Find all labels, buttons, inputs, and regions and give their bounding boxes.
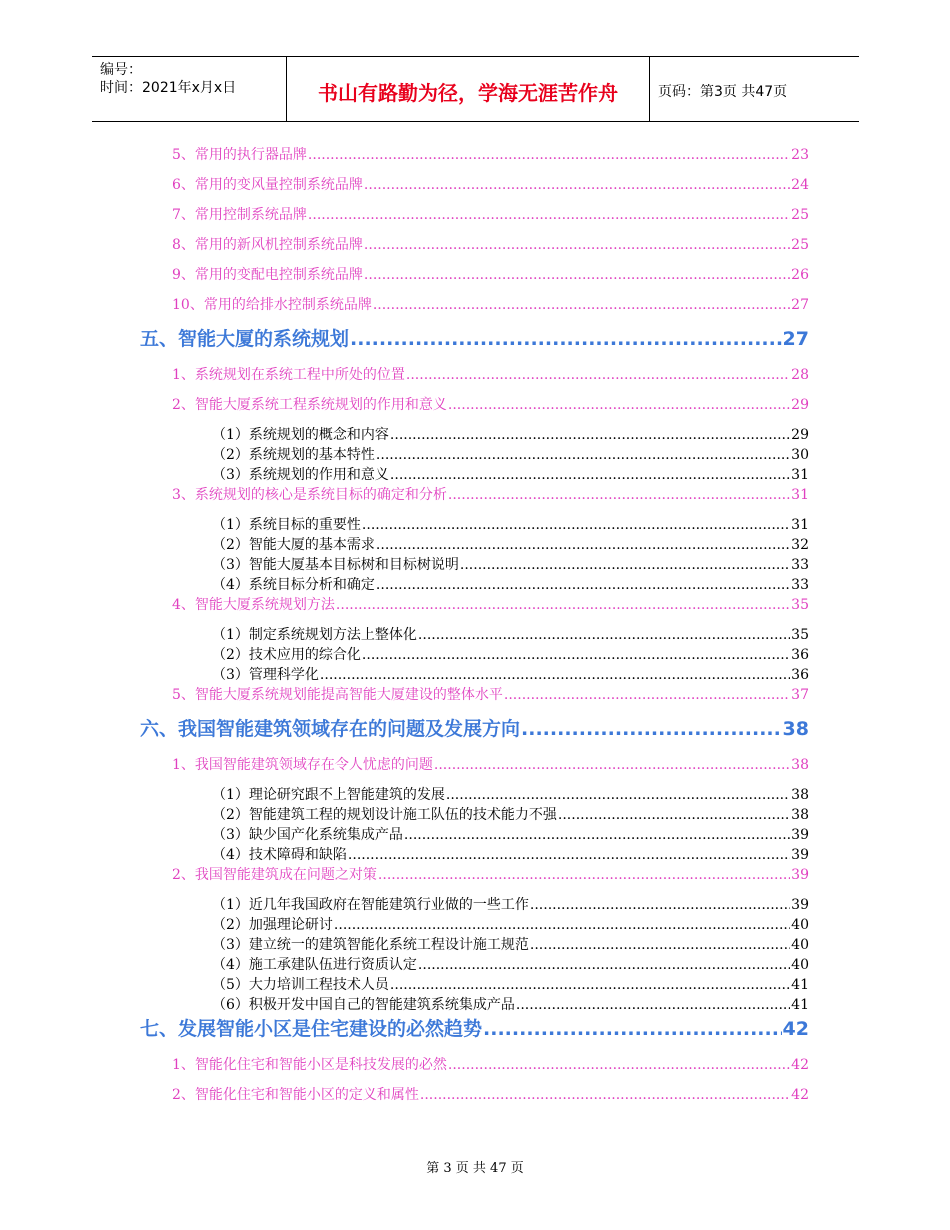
toc-subsection[interactable] [212,424,809,444]
toc-entry-title: （1）近几年我国政府在智能建筑行业做的一些工作 [212,897,529,913]
toc-subsection[interactable] [212,804,809,824]
toc-section[interactable] [172,264,809,284]
toc-entry-title: 1、系统规划在系统工程中所处的位置 [172,367,405,383]
toc-entry-title: 1、我国智能建筑领域存在令人忧虑的问题 [172,757,433,773]
toc-entry-page: 31 [791,517,809,533]
toc-section[interactable] [172,174,809,194]
toc-entry-page: 38 [791,807,809,823]
toc-dot-leader [376,537,790,553]
toc-subsection[interactable] [212,974,809,994]
toc-section[interactable] [172,1054,809,1074]
toc-entry-title: 六、我国智能建筑领域存在的问题及发展方向 [140,718,521,740]
toc-dot-leader [390,467,790,483]
toc-subsection[interactable] [212,514,809,534]
toc-entry-title: 2、智能大厦系统工程系统规划的作用和意义 [172,397,447,413]
toc-entry-title: （4）技术障碍和缺陷 [212,847,347,863]
toc-section[interactable] [172,144,809,164]
toc-subsection[interactable] [212,574,809,594]
header-time-label: 时间：2021年x月x日 [100,80,237,96]
toc-dot-leader [376,577,790,593]
toc-subsection[interactable] [212,994,809,1014]
toc-entry-page: 27 [782,328,809,350]
toc-dot-leader [448,1057,790,1073]
toc-entry-page: 39 [791,897,809,913]
toc-dot-leader [334,917,790,933]
toc-subsection[interactable] [212,844,809,864]
toc-entry-page: 42 [791,1057,809,1073]
toc-entry-title: 9、常用的变配电控制系统品牌 [172,267,363,283]
toc-dot-leader [336,597,790,613]
toc-subsection[interactable] [212,934,809,954]
toc-entry-title: 4、智能大厦系统规划方法 [172,597,335,613]
toc-entry-page: 35 [791,597,809,613]
toc-entry-title: 2、智能化住宅和智能小区的定义和属性 [172,1087,419,1103]
toc-entry-page: 42 [782,1018,809,1040]
toc-dot-leader [521,718,782,740]
toc-dot-leader [530,937,790,953]
toc-entry-title: 2、我国智能建筑成在问题之对策 [172,867,377,883]
toc-dot-leader [404,827,790,843]
toc-entry-title: （4）系统目标分析和确定 [212,577,375,593]
toc-dot-leader [364,237,790,253]
page-header [92,56,859,122]
toc-entry-page: 39 [791,827,809,843]
toc-dot-leader [378,867,790,883]
toc-entry-page: 28 [791,367,809,383]
toc-dot-leader [348,847,790,863]
toc-dot-leader [434,757,790,773]
toc-entry-page: 32 [791,537,809,553]
toc-entry-page: 40 [791,957,809,973]
toc-entry-title: 1、智能化住宅和智能小区是科技发展的必然 [172,1057,447,1073]
toc-subsection[interactable] [212,894,809,914]
toc-dot-leader [308,147,790,163]
toc-entry-title: （2）智能建筑工程的规划设计施工队伍的技术能力不强 [212,807,557,823]
toc-dot-leader [530,897,790,913]
toc-entry-title: （2）系统规划的基本特性 [212,447,375,463]
toc-entry-page: 27 [791,297,809,313]
header-motto: 书山有路勤为径，学海无涯苦作舟 [318,81,618,105]
toc-dot-leader [420,1087,790,1103]
toc-entry-page: 40 [791,937,809,953]
toc-dot-leader [516,997,790,1013]
toc-section[interactable] [172,864,809,884]
toc-entry-page: 39 [791,867,809,883]
toc-entry-page: 25 [791,207,809,223]
toc-section[interactable] [172,394,809,414]
toc-entry-page: 38 [791,757,809,773]
toc-subsection[interactable] [212,534,809,554]
toc-chapter[interactable] [140,714,809,741]
toc-section[interactable] [172,1084,809,1104]
toc-subsection[interactable] [212,554,809,574]
toc-section[interactable] [172,294,809,314]
toc-entry-title: 5、智能大厦系统规划能提高智能大厦建设的整体水平 [172,687,503,703]
toc-dot-leader [376,447,790,463]
toc-entry-title: （1）理论研究跟不上智能建筑的发展 [212,787,445,803]
toc-entry-page: 25 [791,237,809,253]
header-divider [649,57,650,121]
toc-dot-leader [460,557,790,573]
toc-entry-title: （3）缺少国产化系统集成产品 [212,827,403,843]
toc-dot-leader [390,977,790,993]
toc-entry-title: （1）系统规划的概念和内容 [212,427,389,443]
toc-dot-leader [308,207,790,223]
toc-chapter[interactable] [140,1014,809,1041]
toc-entry-title: 3、系统规划的核心是系统目标的确定和分析 [172,487,447,503]
toc-chapter[interactable] [140,324,809,351]
toc-entry-title: （1）系统目标的重要性 [212,517,361,533]
toc-section[interactable] [172,204,809,224]
toc-entry-title: （2）技术应用的综合化 [212,647,361,663]
toc-entry-title: （1）制定系统规划方法上整体化 [212,627,417,643]
toc-entry-page: 33 [791,577,809,593]
toc-entry-page: 37 [791,687,809,703]
toc-section[interactable] [172,484,809,504]
toc-dot-leader [350,328,782,350]
toc-entry-page: 35 [791,627,809,643]
toc-entry-title: 五、智能大厦的系统规划 [140,328,350,350]
toc-section[interactable] [172,594,809,614]
toc-section[interactable] [172,364,809,384]
toc-dot-leader [364,267,790,283]
toc-entry-page: 36 [791,647,809,663]
toc-entry-title: （2）加强理论研讨 [212,917,333,933]
toc-entry-title: （3）智能大厦基本目标树和目标树说明 [212,557,459,573]
toc-entry-page: 41 [791,997,809,1013]
toc-entry-title: 8、常用的新风机控制系统品牌 [172,237,363,253]
toc-entry-page: 36 [791,667,809,683]
toc-entry-title: 5、常用的执行器品牌 [172,147,307,163]
toc-entry-page: 31 [791,487,809,503]
toc-dot-leader [418,627,790,643]
toc-subsection[interactable] [212,824,809,844]
toc-section[interactable] [172,684,809,704]
toc-entry-page: 29 [791,397,809,413]
toc-dot-leader [448,397,790,413]
toc-dot-leader [483,1018,782,1040]
toc-dot-leader [320,667,790,683]
toc-entry-page: 42 [791,1087,809,1103]
toc-entry-page: 39 [791,847,809,863]
toc-subsection[interactable] [212,914,809,934]
toc-entry-title: （5）大力培训工程技术人员 [212,977,389,993]
toc-entry-page: 26 [791,267,809,283]
toc-subsection[interactable] [212,444,809,464]
toc-subsection[interactable] [212,624,809,644]
toc-entry-title: 七、发展智能小区是住宅建设的必然趋势 [140,1018,483,1040]
toc-dot-leader [373,297,790,313]
toc-entry-page: 33 [791,557,809,573]
header-number-label: 编号： [100,62,142,78]
toc-entry-title: （3）系统规划的作用和意义 [212,467,389,483]
page-footer: 第 3 页 共 47 页 [426,1161,524,1176]
toc-entry-title: （3）管理科学化 [212,667,319,683]
toc-dot-leader [364,177,790,193]
toc-dot-leader [362,647,790,663]
toc-entry-page: 41 [791,977,809,993]
toc-subsection[interactable] [212,644,809,664]
toc-entry-title: 7、常用控制系统品牌 [172,207,307,223]
toc-entry-page: 23 [791,147,809,163]
toc-entry-title: （3）建立统一的建筑智能化系统工程设计施工规范 [212,937,529,953]
toc-entry-title: 10、常用的给排水控制系统品牌 [172,297,372,313]
toc-dot-leader [390,427,790,443]
toc-subsection[interactable] [212,464,809,484]
toc-dot-leader [558,807,790,823]
toc-dot-leader [448,487,790,503]
toc-dot-leader [504,687,790,703]
toc-section[interactable] [172,754,809,774]
toc-entry-page: 38 [791,787,809,803]
toc-entry-title: （6）积极开发中国自己的智能建筑系统集成产品 [212,997,515,1013]
header-page-info: 页码：第3页 共47页 [658,84,788,100]
toc-subsection[interactable] [212,954,809,974]
header-meta [100,61,236,97]
toc-dot-leader [406,367,790,383]
toc-subsection[interactable] [212,784,809,804]
toc-entry-page: 29 [791,427,809,443]
toc-entry-page: 40 [791,917,809,933]
toc-dot-leader [418,957,790,973]
toc-entry-page: 24 [791,177,809,193]
toc-section[interactable] [172,234,809,254]
toc-entry-page: 31 [791,467,809,483]
toc-entry-title: （4）施工承建队伍进行资质认定 [212,957,417,973]
toc-dot-leader [362,517,790,533]
toc-entry-page: 38 [782,718,809,740]
toc-entry-title: 6、常用的变风量控制系统品牌 [172,177,363,193]
toc-subsection[interactable] [212,664,809,684]
toc-entry-title: （2）智能大厦的基本需求 [212,537,375,553]
toc-entry-page: 30 [791,447,809,463]
toc-dot-leader [446,787,790,803]
